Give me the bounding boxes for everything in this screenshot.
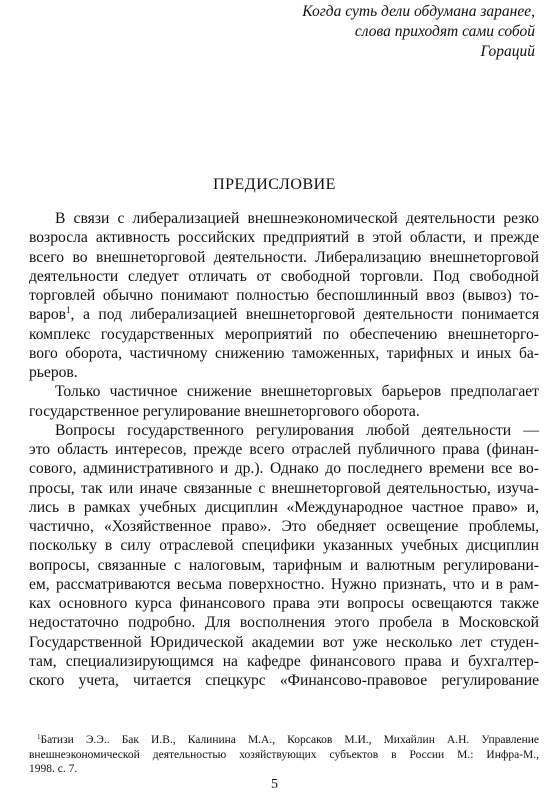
paragraph	[29, 421, 539, 691]
text-line	[29, 305, 539, 324]
footnote-text: Батизи Э.Э.. Бак И.В., Калинина М.А., Корсаков М.И., Михайлин А.Н. Управление	[40, 734, 539, 746]
text-line: вопросы, связанные с налоговым, тарифным и валютным регулировани-	[29, 556, 539, 574]
text-line: торговлей обычно понимают полностью беспошлинный ввоз (вывоз) то-	[29, 287, 539, 304]
text-line: сового, административного и др.). Однако до последнего времени все во-	[29, 460, 539, 478]
epigraph	[302, 2, 535, 62]
text-line: рьеров.	[29, 364, 78, 381]
body-text	[29, 209, 539, 690]
text-span: , а под либерализацией внешнеторговой деятельности понимается	[70, 306, 539, 324]
page-number: 5	[271, 777, 278, 792]
text-line: поскольку в силу отраслевой специфики указанных учебных дисциплин	[29, 537, 539, 555]
text-line: ках основного курса финансового права эти вопросы освещаются также	[29, 595, 539, 612]
epigraph-author: Гораций	[480, 43, 535, 60]
footnote-line	[29, 733, 539, 748]
text-line: это область интересов, прежде всего отраслей публичного права (финан-	[29, 441, 539, 458]
footnote-line: внешнеэкономической деятельностью хозяйствующих субъектов в России М.: Инфра-М.,	[29, 748, 539, 761]
text-line: просы, так или иначе связанные с внешнеторговой деятельностью, изуча-	[29, 479, 539, 497]
text-span: варов	[29, 306, 67, 324]
paragraph	[29, 382, 539, 421]
text-line: возросла активность российских предприятий в этой области, и прежде	[29, 229, 539, 247]
text-line: В связи с либерализацией внешнеэкономической деятельности резко	[55, 210, 539, 227]
text-line: вого оборота, частичному снижению таможенных, тарифных и иных ба-	[29, 344, 539, 362]
text-line: Вопросы государственного регулирования любой деятельности —	[55, 421, 539, 439]
text-line: Только частичное снижение внешнеторговых барьеров предполагает	[55, 383, 539, 401]
section-title: ПРЕДИСЛОВИЕ	[213, 176, 336, 193]
text-line: всего во внешнеторговой деятельности. Либерализацию внешнеторговой	[29, 248, 539, 266]
text-line: частично, «Хозяйственное право». Это обедняет освещение проблемы,	[29, 518, 539, 535]
footnote	[29, 733, 539, 777]
text-line: там, специализирующимся на кафедре финансового права и бухгалтер-	[29, 652, 539, 670]
text-line: ем, рассматриваются весьма поверхностно. Нужно признать, что и в рам-	[29, 575, 539, 593]
text-line: ского учета, читается спецкурс «Финансово-правовое регулирование	[29, 672, 539, 689]
text-line: государственное регулирование внешнеторгового оборота.	[29, 402, 420, 420]
text-line: комплекс государственных мероприятий по обеспечению внешнеторго-	[29, 325, 539, 343]
epigraph-line: слова приходят сами собой	[354, 23, 535, 40]
paragraph	[29, 209, 539, 382]
footnote-reference: 1	[66, 305, 71, 316]
footnote-marker: 1	[37, 733, 41, 741]
text-line: деятельности следует отличать от свободной торговли. Под свободной	[29, 267, 539, 285]
epigraph-line: Когда суть дели обдумана заранее,	[302, 3, 535, 20]
text-line: лись в рамках учебных дисциплин «Международное частное право» и,	[29, 498, 539, 516]
footnote-line: 1998. с. 7.	[29, 763, 78, 775]
text-line: Государственной Юридической академии вот уже несколько лет студен-	[29, 633, 539, 651]
text-line: недостаточно подробно. Для восполнения этого пробела в Московской	[29, 614, 539, 632]
